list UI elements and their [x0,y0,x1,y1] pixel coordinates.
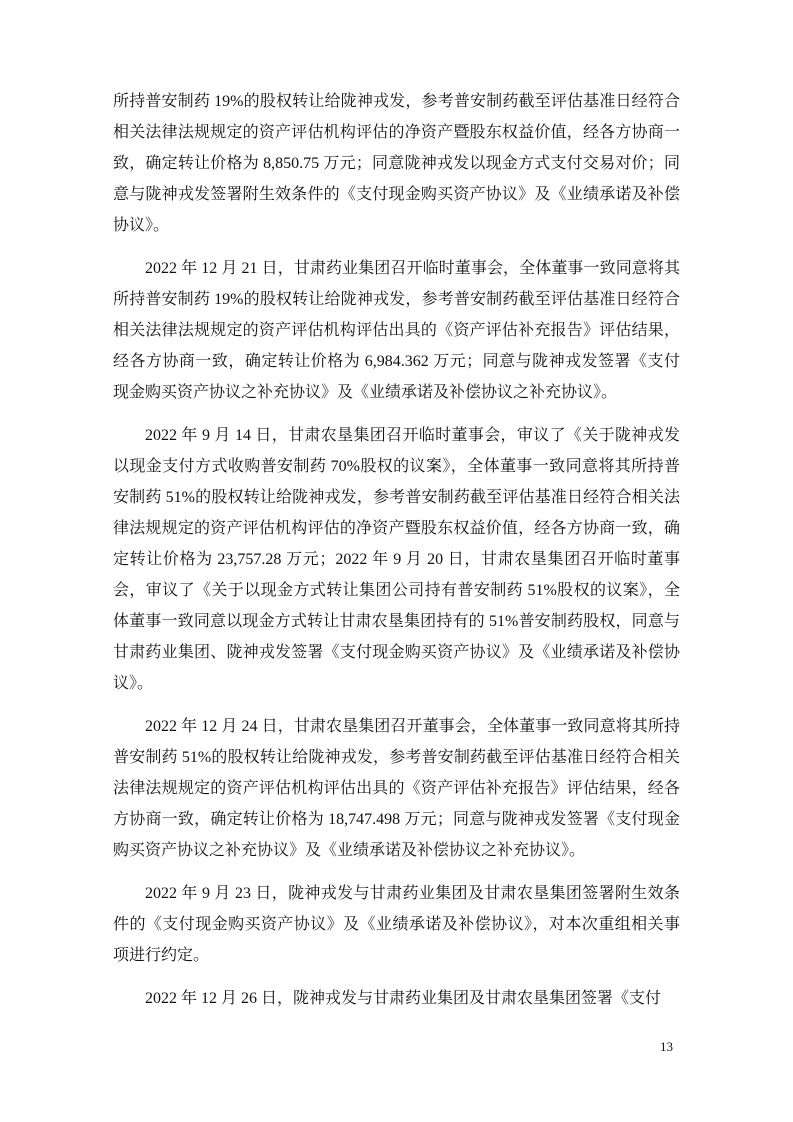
paragraph-continuation: 所持普安制药 19%的股权转让给陇神戎发，参考普安制药截至评估基准日经符合相关法律法规规定的资产评估机构评估的净资产暨股东权益价值，经各方协商一致，确定转让价格为 8,850.75 万元；同意陇神戎发以现金方式支付交易对价；同意与陇神戎发签署附生效条件的《支付现金购买资产协议》及《业绩承诺及补偿协议》。 [113,93,680,234]
paragraph-board-meeting-2022-09-14: 2022 年 9 月 14 日，甘肃农垦集团召开临时董事会，审议了《关于陇神戎发以现金支付方式收购普安制药 70%股权的议案》，全体董事一致同意将其所持普安制药 51%的股权转让给陇神戎发，参考普安制药截至评估基准日经符合相关法律法规规定的资产评估机构评估的净资产暨股东权益价值，经各方协商一致，确定转让价格为 23,757.28 万元；2022 年 9 月 20 日，甘肃农垦集团召开临时董事会，审议了《关于以现金方式转让集团公司持有普安制药 51%股权的议案》，全体董事一致同意以现金方式转让甘肃农垦集团持有的 51%普安制药股权，同意与甘肃药业集团、陇神戎发签署《支付现金购买资产协议》及《业绩承诺及补偿协议》。 [113,427,680,692]
paragraph-agreement-2022-09-23: 2022 年 9 月 23 日，陇神戎发与甘肃药业集团及甘肃农垦集团签署附生效条件的《支付现金购买资产协议》及《业绩承诺及补偿协议》，对本次重组相关事项进行约定。 [113,885,680,964]
paragraph-board-meeting-2022-12-21: 2022 年 12 月 21 日，甘肃药业集团召开临时董事会，全体董事一致同意将其所持普安制药 19%的股权转让给陇神戎发，参考普安制药截至评估基准日经符合相关法律法规规定的资产评估机构评估出具的《资产评估补充报告》评估结果，经各方协商一致，确定转让价格为 6,984.362 万元；同意与陇神戎发签署《支付现金购买资产协议之补充协议》及《业绩承诺及补偿协议之补充协议》。 [113,260,680,401]
page-number: 13 [660,1039,673,1054]
document-body [113,86,680,1026]
paragraph-agreement-2022-12-26: 2022 年 12 月 26 日，陇神戎发与甘肃药业集团及甘肃农垦集团签署《支付 [145,990,662,1007]
paragraph-board-meeting-2022-12-24: 2022 年 12 月 24 日，甘肃农垦集团召开董事会，全体董事一致同意将其所持普安制药 51%的股权转让给陇神戎发，参考普安制药截至评估基准日经符合相关法律法规规定的资产评估机构评估出具的《资产评估补充报告》评估结果，经各方协商一致，确定转让价格为 18,747.498 万元；同意与陇神戎发签署《支付现金购买资产协议之补充协议》及《业绩承诺及补偿协议之补充协议》。 [113,718,680,859]
